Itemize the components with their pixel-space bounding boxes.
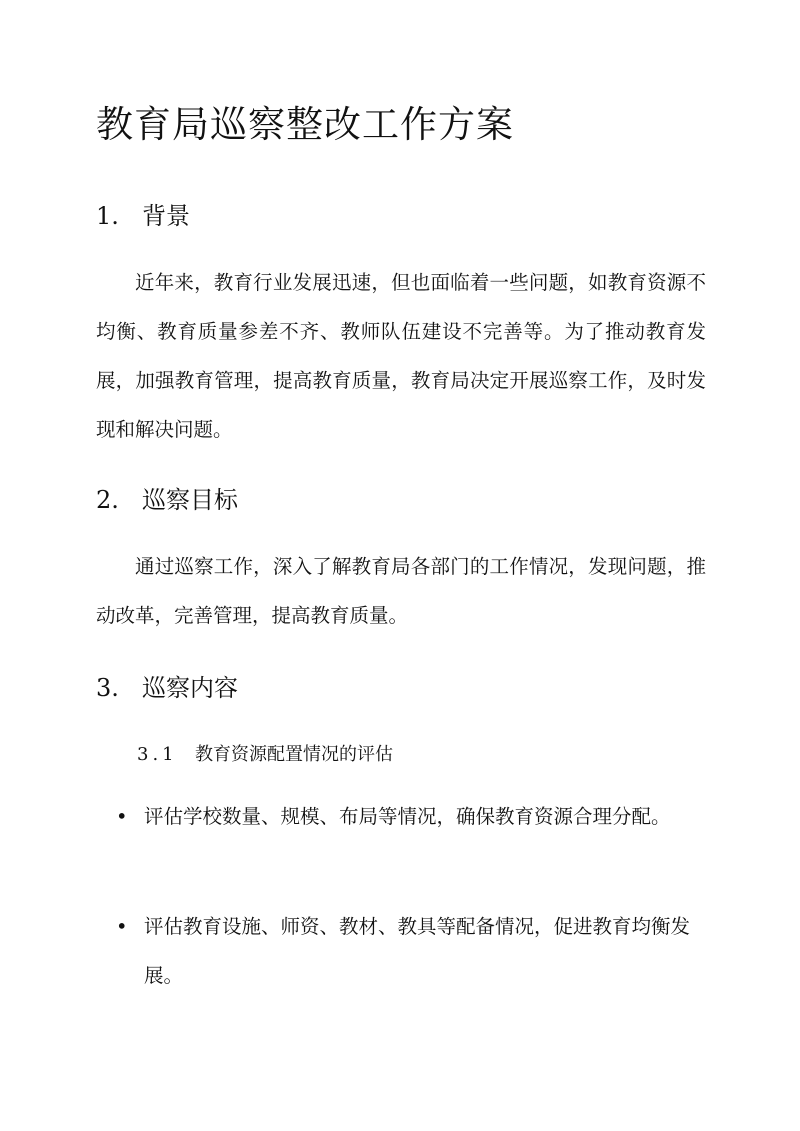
section-title: 背景 (142, 202, 190, 230)
section-heading-content (96, 668, 238, 703)
subsection-number: 3.1 (137, 744, 178, 765)
section-number: 3. (96, 674, 119, 702)
goal-paragraph: 通过巡察工作，深入了解教育局各部门的工作情况，发现问题，推动改革，完善管理，提高教育质量。 (96, 555, 706, 627)
list-item (116, 792, 696, 841)
section-number: 2. (96, 486, 119, 514)
background-paragraph: 近年来，教育行业发展迅速，但也面临着一些问题，如教育资源不均衡、教育质量参差不齐、教师队伍建设不完善等。为了推动教育发展，加强教育管理，提高教育质量，教育局决定开展巡察工作，及时发现和解决问题。 (96, 271, 706, 441)
document-title: 教育局巡察整改工作方案 (96, 103, 514, 146)
section-title: 巡察目标 (142, 486, 238, 514)
bullet-icon: • (116, 805, 128, 828)
list-item-text: 评估教育设施、师资、教材、教具等配备情况，促进教育均衡发展。 (144, 915, 691, 987)
section-number: 1. (96, 202, 119, 230)
list-item-text: 评估学校数量、规模、布局等情况，确保教育资源合理分配。 (144, 805, 671, 828)
bullet-icon: • (116, 915, 128, 938)
section-heading-goal (96, 480, 238, 515)
subsection-heading (137, 740, 393, 766)
section-heading-background (96, 196, 190, 231)
section-title: 巡察内容 (142, 674, 238, 702)
subsection-title: 教育资源配置情况的评估 (195, 744, 393, 765)
list-item (116, 902, 696, 1000)
